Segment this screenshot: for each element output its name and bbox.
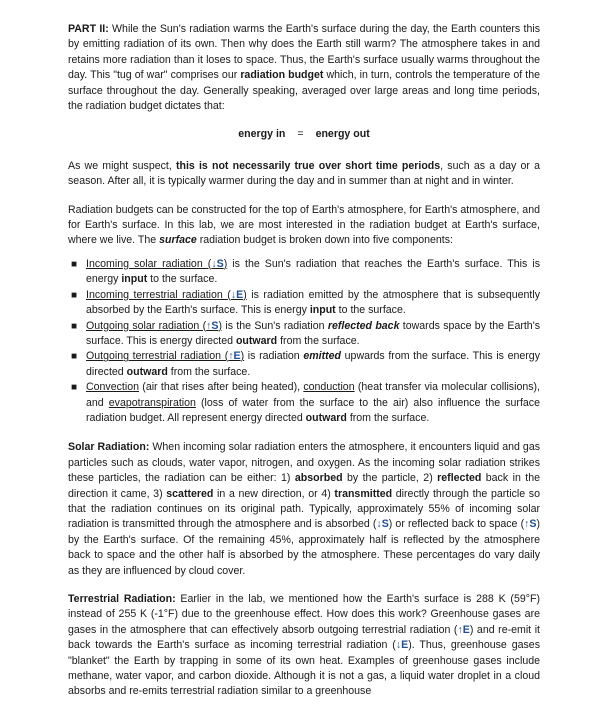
- equation-operator: =: [297, 128, 304, 141]
- list-item: ■ Convection (air that rises after being heated), conduction (heat transfer via molecular collisions), and evapotranspiration (loss of water from the surface to the air) also influence the surface radiation budget. All represent energy directed outward from the surface.: [71, 381, 541, 424]
- document-page: [68, 22, 540, 713]
- outgoing-solar-term: Outgoing solar radiation (↑S): [86, 319, 223, 332]
- radiation-budget-term: radiation budget: [240, 69, 324, 82]
- list-item: ■ Outgoing terrestrial radiation (↑E) is radiation emitted upwards from the surface. This is energy directed outward from the surface.: [71, 350, 541, 378]
- bullet-icon: ■: [71, 320, 78, 332]
- list-item: ■ Incoming solar radiation (↓S) is the Sun's radiation that reaches the Earth's surface. This is energy input to the surface.: [71, 257, 540, 286]
- energy-balance-equation: [68, 127, 540, 142]
- radiation-budgets-paragraph: Radiation budgets can be constructed for the top of Earth's atmosphere, for Earth's atmosphere, and for Earth's surface. In this lab, we are most interested in the radiation budget at Earth's surface, where we live. The surface radiation budget is broken down into five components:: [68, 203, 540, 247]
- list-item: ■ Outgoing solar radiation (↑S) is the Sun's radiation reflected back towards space by the Earth's surface. This is energy directed outward from the surface.: [71, 319, 541, 347]
- bullet-icon: ■: [71, 289, 78, 301]
- budget-components-list: [68, 257, 540, 426]
- surface-emphasis: surface: [159, 234, 197, 247]
- equation-left: energy in: [238, 128, 286, 141]
- convection-term: Convection: [86, 381, 139, 394]
- bullet-icon: ■: [71, 258, 78, 270]
- evapotranspiration-term: evapotranspiration: [108, 396, 196, 409]
- short-periods-paragraph: As we might suspect, this is not necessarily true over short time periods, such as a day or a season. After all, it is typically warmer during the day and in summer than at night and in winter.: [68, 159, 540, 188]
- conduction-term: conduction: [303, 381, 355, 394]
- outgoing-terrestrial-term: Outgoing terrestrial radiation (↑E): [86, 350, 245, 363]
- equation-right: energy out: [315, 128, 370, 141]
- part2-intro-paragraph: PART II: While the Sun's radiation warms the Earth's surface during the day, the Earth counters this by emitting radiation of its own. Then why does the Earth still warm? The atmosphere takes in and retains more radiation than it loses to space. Thus, the Earth's surface usually warms throughout the day. This "tug of war" comprises our radiation budget which, in turn, controls the temperature of the surface throughout the day. Generally speaking, averaged over large areas and long time periods, the radiation budget dictates that:: [68, 23, 540, 113]
- terrestrial-radiation-heading: Terrestrial Radiation:: [68, 593, 176, 605]
- solar-radiation-heading: Solar Radiation:: [68, 441, 150, 454]
- terrestrial-radiation-paragraph: Terrestrial Radiation: Earlier in the lab, we mentioned how the Earth's surface is 288 K (59°F) instead of 255 K (-1°F) due to the greenhouse effect. How does this work? Greenhouse gases are gases in the atmosphere that can effectively absorb outgoing terrestrial radiation (↑E) and re-emit it back towards the Earth's surface as incoming terrestrial radiation (↓E). Thus, greenhouse gases "blanket" the Earth by trapping in some of its own heat. Examples of greenhouse gases include methane, water vapor, and carbon dioxide. Although it is not a gas, a liquid water droplet in a cloud absorbs and re-emits terrestrial radiation similar to a greenhouse: [68, 593, 540, 698]
- list-item: ■ Incoming terrestrial radiation (↓E) is radiation emitted by the atmosphere that is subsequently absorbed by the Earth's surface. This is energy input to the surface.: [71, 288, 540, 317]
- solar-radiation-paragraph: Solar Radiation: When incoming solar radiation enters the atmosphere, it encounters liquid and gas particles such as clouds, water vapor, nitrogen, and oxygen. As the incoming solar radiation strikes these particles, the radiation can be either: 1) absorbed by the particle, 2) reflected back in the direction it came, 3) scattered in a new direction, or 4) transmitted directly through the particle so that the radiation continues on its original path. Typically, approximately 55% of incoming solar radiation is transmitted through the atmosphere and is absorbed (↓S) or reflected back to space (↑S) by the Earth's surface. Of the remaining 45%, approximately half is reflected by the atmosphere back to space and the other half is absorbed by the atmosphere. These percentages do vary daily as they are influenced by cloud cover.: [68, 441, 541, 577]
- incoming-solar-term: Incoming solar radiation (↓S): [86, 257, 228, 270]
- part2-heading: PART II:: [68, 23, 109, 35]
- short-periods-emphasis: this is not necessarily true over short time periods: [175, 159, 441, 172]
- bullet-icon: ■: [71, 351, 78, 363]
- incoming-terrestrial-term: Incoming terrestrial radiation (↓E): [86, 288, 247, 301]
- bullet-icon: ■: [71, 382, 78, 394]
